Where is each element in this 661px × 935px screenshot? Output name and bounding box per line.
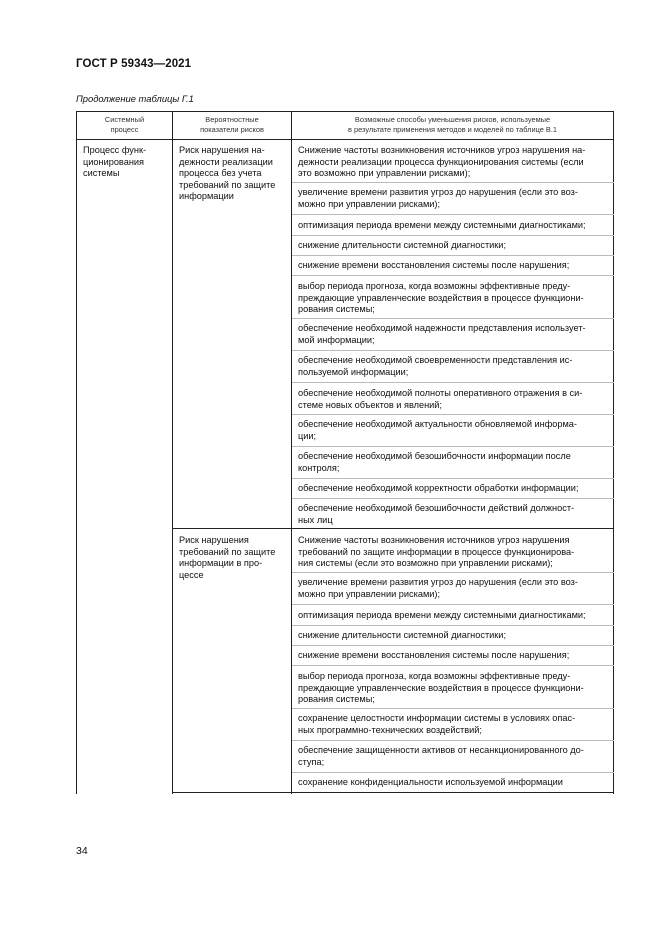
text-line: рования системы; (298, 694, 375, 705)
method-item (298, 451, 608, 474)
method-item (298, 187, 608, 210)
text-line: снижение времени восстановления системы после нарушения; (298, 260, 570, 270)
method-item (298, 503, 608, 526)
header-line: Возможные способы уменьшения рисков, используемые (354, 115, 551, 124)
text-line: сохранение конфиденциальности используемой информации (298, 777, 563, 787)
text-line: Снижение частоты возникновения источников угроз нарушения (298, 535, 570, 545)
text-line: Риск нарушения (179, 535, 249, 545)
text-line: Процесс функ- (83, 145, 147, 155)
item-separator (292, 350, 614, 351)
item-separator (292, 446, 614, 447)
item-separator (292, 498, 614, 499)
method-item (298, 220, 608, 232)
item-separator (292, 665, 614, 666)
method-item (298, 419, 608, 442)
method-item (298, 260, 608, 272)
method-item (298, 355, 608, 378)
text-line: Риск нарушения на- (179, 145, 265, 155)
text-line: обеспечение защищенности активов от несанкционированного до- (298, 745, 584, 755)
method-item (298, 388, 608, 411)
item-separator (292, 235, 614, 236)
text-line: информации в про- (179, 558, 263, 569)
item-separator (292, 772, 614, 773)
text-line: ционирования (83, 156, 144, 167)
header-system-process (77, 115, 172, 134)
text-line: снижение длительности системной диагностики; (298, 630, 506, 640)
page-number: 34 (76, 845, 88, 857)
text-line: увеличение времени развития угроз до нарушения (если это воз- (298, 577, 578, 587)
text-line: выбор периода прогноза, когда возможны эффективные преду- (298, 281, 571, 291)
item-separator (292, 318, 614, 319)
method-item (298, 483, 608, 495)
text-line: ции; (298, 430, 317, 441)
text-line: ступа; (298, 756, 325, 767)
text-line: это возможно при управлении рисками); (298, 168, 471, 179)
method-item (298, 745, 608, 768)
item-separator (292, 382, 614, 383)
table-left-border (76, 111, 77, 794)
text-line: обеспечение необходимой надежности представления использует- (298, 323, 586, 333)
text-line: обеспечение необходимой безошибочности информации после (298, 451, 571, 461)
text-line: преждающие управленческие воздействия в процессе функциони- (298, 292, 584, 303)
text-line: увеличение времени развития угроз до нарушения (если это воз- (298, 187, 578, 197)
text-line: ных программно-технических воздействий; (298, 724, 482, 735)
text-line: обеспечение необходимой корректности обработки информации; (298, 483, 579, 493)
item-separator (292, 478, 614, 479)
method-item (298, 240, 608, 252)
text-line: требований по защите (179, 179, 276, 190)
table-top-border (76, 111, 614, 112)
item-separator (292, 182, 614, 183)
item-separator (292, 625, 614, 626)
risk-indicator-reliability (179, 145, 291, 203)
item-separator (292, 645, 614, 646)
text-line: информации (179, 191, 234, 202)
text-line: цессе (179, 569, 204, 580)
header-line: Системный (104, 115, 145, 124)
text-line: сохранение целостности информации системы в условиях опас- (298, 713, 576, 723)
header-risk-reduction-methods (292, 115, 613, 134)
method-item (298, 713, 608, 736)
text-line: обеспечение необходимой безошибочности действий должност- (298, 503, 575, 513)
method-item (298, 145, 608, 180)
system-process-cell (83, 145, 171, 180)
item-separator (292, 214, 614, 215)
text-line: преждающие управленческие воздействия в процессе функциони- (298, 682, 584, 693)
item-separator (292, 740, 614, 741)
text-line: снижение времени восстановления системы после нарушения; (298, 650, 570, 660)
method-item (298, 671, 608, 706)
text-line: Снижение частоты возникновения источников угроз нарушения на- (298, 145, 586, 155)
risk-indicator-security (179, 535, 291, 581)
header-line: Вероятностные (205, 115, 259, 124)
text-line: снижение длительности системной диагностики; (298, 240, 506, 250)
table-continuation-caption: Продолжение таблицы Г.1 (76, 93, 194, 104)
item-separator (292, 414, 614, 415)
text-line: обеспечение необходимой актуальности обновляемой информа- (298, 419, 577, 429)
text-line: системы (83, 168, 120, 179)
text-line: обеспечение необходимой полноты оперативного отражения в си- (298, 388, 583, 398)
text-line: оптимизация периода времени между системными диагностиками; (298, 610, 586, 620)
item-separator (292, 275, 614, 276)
method-item (298, 535, 608, 570)
text-line: оптимизация периода времени между системными диагностиками; (298, 220, 586, 230)
item-separator (292, 255, 614, 256)
text-line: процесса без учета (179, 168, 262, 179)
method-item (298, 323, 608, 346)
text-line: требований по защите информации в процессе функционирова- (298, 546, 575, 557)
text-line: дежности реализации процесса функционирования системы (если (298, 156, 584, 167)
method-item (298, 610, 608, 622)
text-line: стеме новых объектов и явлений; (298, 399, 442, 410)
header-line: процесс (110, 124, 139, 134)
column-divider-1 (172, 111, 173, 794)
text-line: обеспечение необходимой своевременности представления ис- (298, 355, 573, 365)
group-divider (172, 528, 614, 529)
method-item (298, 650, 608, 662)
document-code: ГОСТ Р 59343—2021 (76, 58, 192, 70)
text-line: можно при управлении рисками); (298, 588, 441, 599)
text-line: мой информации; (298, 334, 375, 345)
text-line: ных лиц (298, 514, 333, 525)
table-header-bottom-border (76, 139, 614, 140)
method-item (298, 281, 608, 316)
header-line: показатели рисков (200, 124, 264, 134)
item-separator (292, 572, 614, 573)
text-line: пользуемой информации; (298, 366, 409, 377)
item-separator (292, 708, 614, 709)
header-risk-indicators (173, 115, 291, 134)
method-item (298, 777, 608, 789)
table-bottom-cut-border (172, 792, 614, 793)
method-item (298, 577, 608, 600)
text-line: выбор периода прогноза, когда возможны эффективные преду- (298, 671, 571, 681)
method-item (298, 630, 608, 642)
text-line: дежности реализации (179, 156, 273, 167)
item-separator (292, 604, 614, 605)
text-line: ния системы (если это возможно при управлении рисками); (298, 558, 553, 569)
text-line: требований по защите (179, 546, 276, 557)
header-line: в результате применения методов и моделей по таблице В.1 (348, 124, 557, 134)
text-line: контроля; (298, 462, 340, 473)
text-line: можно при управлении рисками); (298, 198, 441, 209)
text-line: рования системы; (298, 304, 375, 315)
